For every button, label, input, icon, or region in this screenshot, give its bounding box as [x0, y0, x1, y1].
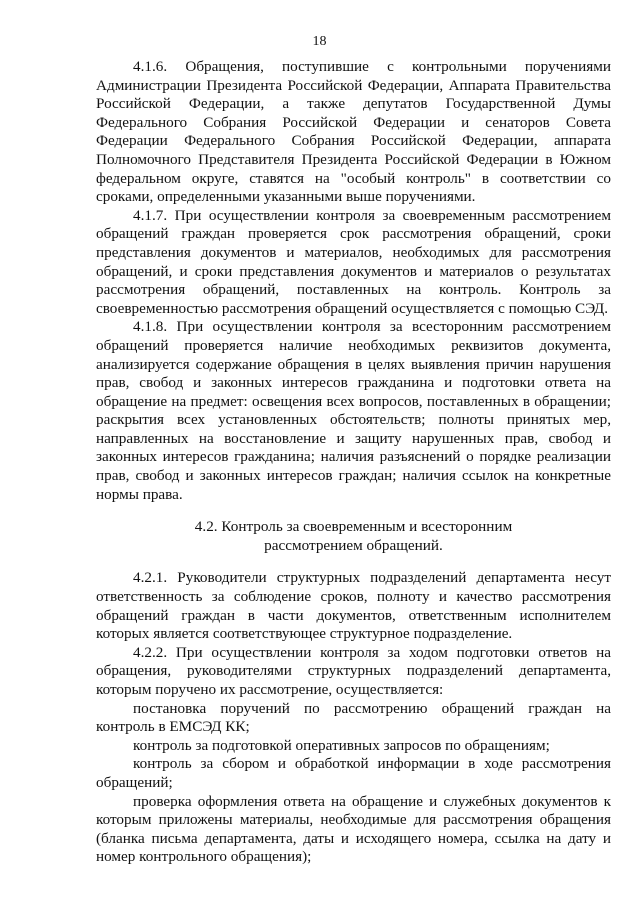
section-heading-4-2 [96, 518, 611, 555]
list-item: контроль за сбором и обработкой информации в ходе рассмотрения обращений; [96, 755, 611, 791]
section-heading-line: 4.2. Контроль за своевременным и всесторонним [194, 518, 513, 536]
section-heading-line: рассмотрением обращений. [264, 536, 443, 554]
document-body [96, 58, 611, 867]
paragraph-4-2-1: 4.2.1. Руководители структурных подразделений департамента несут ответственность за соблюдение сроков, полноту и качество рассмотрения обращений граждан в части документов, ответственным исполнителем которых является соответствующее структурное подразделение. [96, 569, 611, 643]
list-item: постановка поручений по рассмотрению обращений граждан на контроль в ЕМСЭД КК; [96, 699, 611, 736]
paragraph-4-1-8: 4.1.8. При осуществлении контроля за всесторонним рассмотрением обращений проверяется наличие необходимых реквизитов документа, анализируется содержание обращения в целях выявления причин нарушения прав, свобод и законных интересов гражданина и подготовки ответа на обращение на предмет: освещения всех вопросов, поставленных в обращении; раскрытия всех установленных обстоятельств; полноты принятых мер, направленных на восстановление и защиту нарушенных прав, свобод и законных интересов гражданина; наличия разъяснений о порядке реализации прав, свобод и законных интересов граждан; наличия ссылок на конкретные нормы права. [96, 318, 611, 503]
paragraph-4-2-2: 4.2.2. При осуществлении контроля за ходом подготовки ответов на обращения, руководителями структурных подразделений департамента, которым поручено их рассмотрение, осуществляется: [96, 643, 611, 698]
paragraph-4-1-6: 4.1.6. Обращения, поступившие с контрольными поручениями Администрации Президента Российской Федерации, Аппарата Правительства Российской Федерации, а также депутатов Государственной Думы Федерального Собрания Российской Федерации и сенаторов Совета Федерации Федерального Собрания Российской Федерации, аппарата Полномочного Представителя Президента Российской Федерации в Южном федеральном округе, ставятся на "особый контроль" в соответствии со сроками, определенными указанными выше поручениями. [96, 58, 611, 206]
page-number: 18 [312, 34, 327, 49]
list-item: проверка оформления ответа на обращение и служебных документов к которым приложены материалы, необходимые для рассмотрения обращения (бланка письма департамента, даты и исходящего номера, ссылка на дату и номер контрольного обращения); [96, 792, 611, 866]
list-item: контроль за подготовкой оперативных запросов по обращениям; [133, 736, 550, 754]
paragraph-4-1-7: 4.1.7. При осуществлении контроля за своевременным рассмотрением обращений граждан проверяется срок рассмотрения обращений, сроки представления документов и материалов, необходимых для рассмотрения обращений, и сроки представления документов и материалов о результатах рассмотрения обращений, поставленных на контроль. Контроль за своевременностью рассмотрения обращений осуществляется с помощью СЭД. [96, 206, 611, 317]
